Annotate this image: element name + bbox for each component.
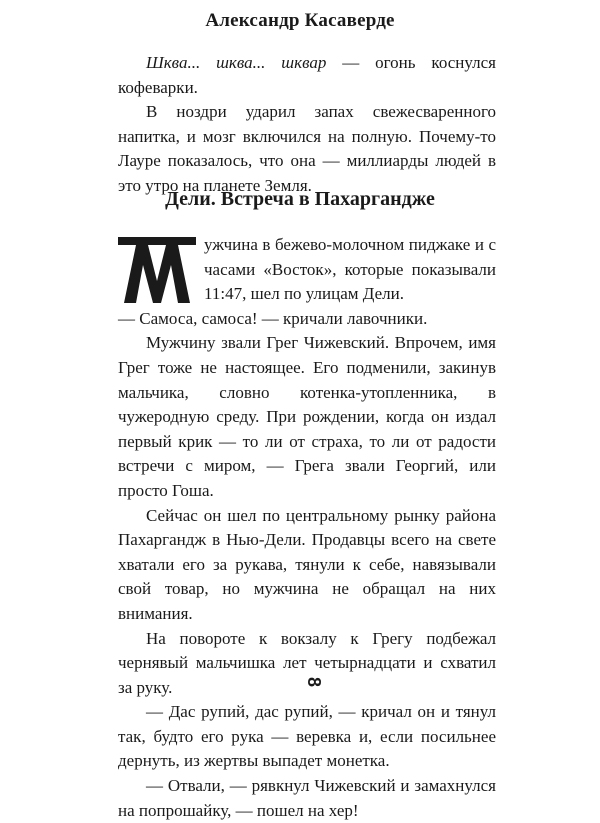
body-paragraph-7: — Отвали, — рявкнул Чижевский и замахнулся на попрошайку, — пошел на хер!: [118, 776, 496, 820]
intro-paragraph-2: В ноздри ударил запах свежесваренного напитка, и мозг включился на полную. Почему-то Лауре показалось, что она — миллиарды людей в это утро на планете Земля.: [118, 102, 496, 195]
page-number: 8: [304, 676, 324, 687]
body-paragraph-6: — Дас рупий, дас рупий, — кричал он и тянул так, будто его рука — веревка и, если посильнее дернуть, из жертвы выпадет монетка.: [118, 702, 496, 771]
intro-paragraph-1: [118, 51, 496, 100]
body-paragraph-3: Мужчину звали Грег Чижевский. Впрочем, имя Грег тоже не настоящее. Его подменили, закинув мальчика, словно котенка-утопленника, в чужеродную среду. При рождении, когда он издал первый крик — то ли от страха, то ли от радости встречи с миром, — Грега звали Георгий, или просто Гоша.: [118, 333, 496, 500]
body-paragraph-4: Сейчас он шел по центральному рынку района Пахаргандж в Нью-Дели. Продавцы всего на свете хватали его за рукава, тянули к себе, навязывали свой товар, но мужчина не обращал на них внимания.: [118, 505, 496, 623]
body-paragraph-5: На повороте к вокзалу к Грегу подбежал чернявый мальчишка лет четырнадцати и схватил за руку.: [118, 628, 496, 697]
chapter-body: [118, 233, 496, 823]
intro-section: [118, 51, 496, 199]
body-paragraph-2: — Самоса, самоса! — кричали лавочники.: [118, 308, 428, 328]
chapter-title: Дели. Встреча в Пахаргандже: [165, 188, 435, 210]
onomatopoeia-text: Шква... шква... шквар: [146, 53, 327, 72]
body-paragraph-1: ужчина в бежево-молочном пиджаке и с часами «Восток», которые показывали 11:47, шел по улицам Дели.: [204, 235, 496, 304]
drop-cap-letter-icon: [118, 237, 196, 303]
intro-paragraph-1-rest: — огонь коснулся кофеварки.: [118, 53, 496, 97]
running-header-author: Александр Касаверде: [205, 10, 395, 31]
